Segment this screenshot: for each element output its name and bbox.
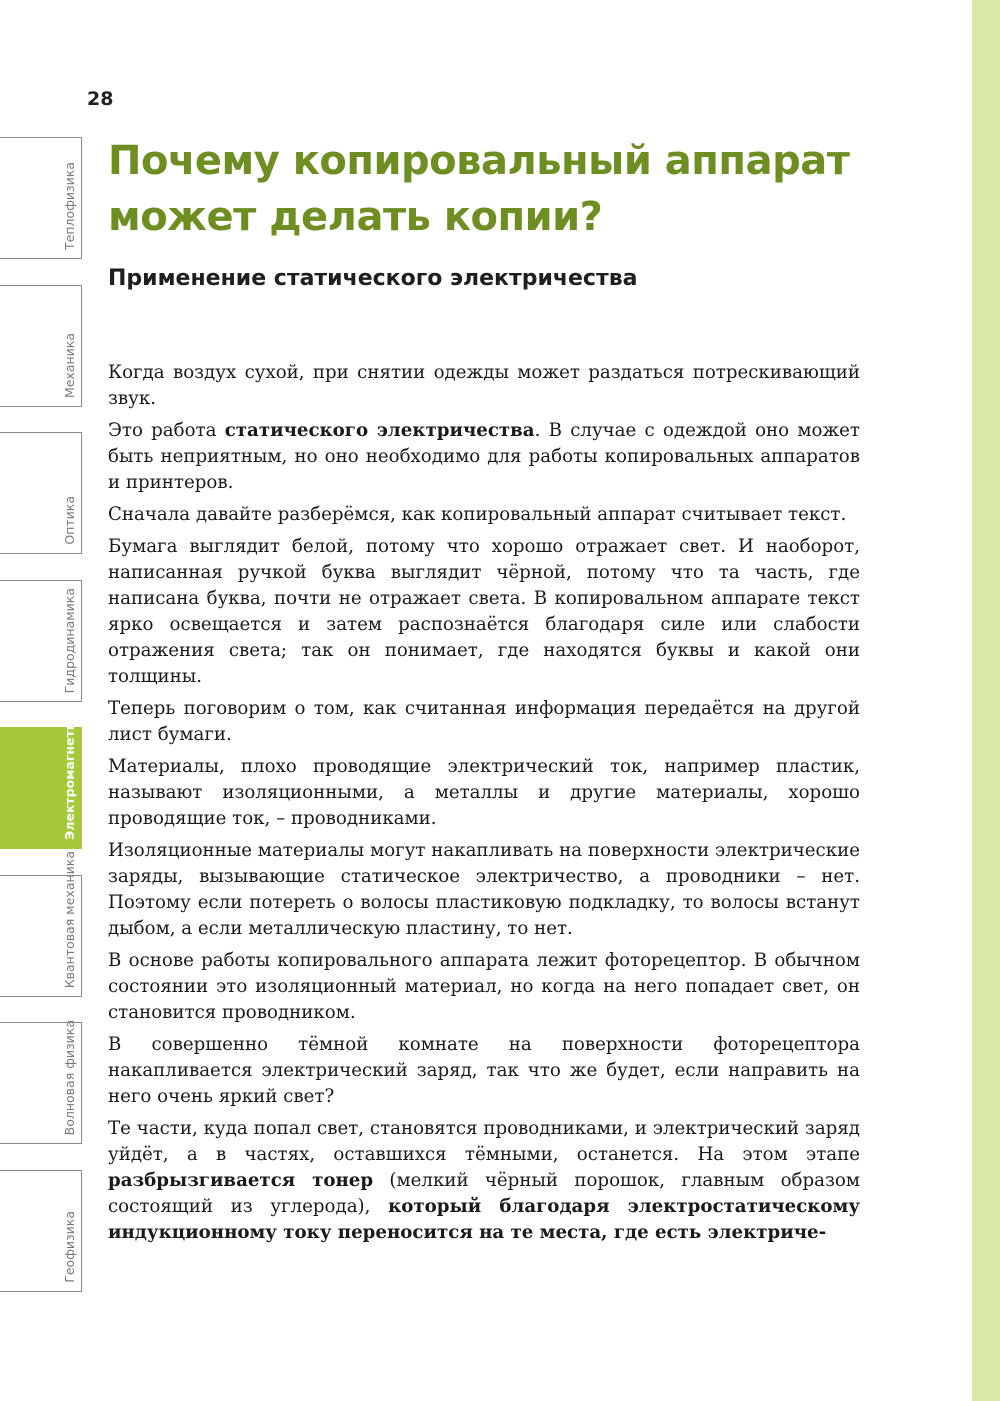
tab-label: Геофизика — [62, 1211, 77, 1283]
tab-electromagnetism[interactable] — [0, 704, 82, 849]
tab-geophysics[interactable] — [0, 1170, 82, 1292]
bold-term: статического электричества — [224, 420, 535, 441]
bold-term: который благодаря электростатическому индукционному току переносится на те места, где есть электриче- — [108, 1196, 860, 1243]
tab-label: Квантовая механика — [62, 850, 77, 988]
tab-label: Гидродинамика — [62, 587, 77, 693]
paragraph — [108, 360, 860, 412]
text-run: В совершенно тёмной комнате на поверхности фоторецептора накапливается электрический заряд, так что же будет, если направить на него очень яркий свет? — [108, 1034, 860, 1107]
tab-label: Механика — [62, 332, 77, 398]
text-run: Те части, куда попал свет, становятся проводниками, и электрический заряд уйдёт, а в частях, оставшихся тёмными, останется. На этом этапе — [108, 1118, 860, 1165]
text-run: Сначала давайте разберёмся, как копировальный аппарат считывает текст. — [108, 504, 847, 525]
text-run: В основе работы копировального аппарата лежит фоторецептор. В обычном состоянии это изоляционный материал, но когда на него попадает свет, он становится проводником. — [108, 950, 860, 1023]
tab-hydrodynamics[interactable] — [0, 580, 82, 702]
tab-mechanics[interactable] — [0, 285, 82, 407]
text-run: (мелкий чёрный порошок, главным образом состоящий из углерода), — [108, 1170, 860, 1217]
text-run: Это работа — [108, 420, 225, 441]
tab-label: Волновая физика — [62, 1019, 77, 1135]
bold-term: разбрызгивается тонер — [108, 1170, 374, 1191]
text-run: . В случае с одеждой оно может быть неприятным, но оно необходимо для работы копировальных аппаратов и принтеров. — [108, 420, 860, 493]
text-run: Бумага выглядит белой, потому что хорошо отражает свет. И наоборот, написанная ручкой буква выглядит чёрной, потому что та часть, где написана буква, почти не отражает света. В копировальном аппарате текст ярко освещается и затем распознаётся благодаря силе или слабости отражения света; так он понимает, где находятся буквы и какой они толщины. — [108, 536, 860, 687]
text-run: Изоляционные материалы могут накапливать на поверхности электрические заряды, вызывающие статическое электричество, а проводники – нет. Поэтому если потереть о волосы пластиковую подкладку, то волосы встанут дыбом, а если металлическую пластину, то нет. — [108, 840, 860, 939]
text-run: Когда воздух сухой, при снятии одежды может раздаться потрескивающий звук. — [108, 362, 860, 409]
tab-label: Электромагнетизм — [62, 704, 77, 840]
tab-quantum-mechanics[interactable] — [0, 850, 82, 997]
page-number: 28 — [87, 88, 114, 110]
tab-thermophysics[interactable] — [0, 137, 82, 259]
section-subtitle: Применение статического электричества — [108, 266, 638, 291]
tab-optics[interactable] — [0, 432, 82, 554]
tab-label: Оптика — [62, 496, 77, 545]
paragraph — [108, 696, 860, 748]
body-text — [108, 360, 860, 1252]
text-run: Материалы, плохо проводящие электрический ток, например пластик, называют изоляционными, а металлы и другие материалы, хорошо проводящие ток, – проводниками. — [108, 756, 860, 829]
paragraph — [108, 948, 860, 1026]
right-edge-strip — [972, 0, 1000, 1401]
paragraph — [108, 838, 860, 942]
tab-label: Теплофизика — [62, 162, 77, 250]
paragraph — [108, 502, 860, 528]
tab-wave-physics[interactable] — [0, 1019, 82, 1144]
paragraph — [108, 418, 860, 496]
paragraph — [108, 534, 860, 690]
text-run: Теперь поговорим о том, как считанная информация передаётся на другой лист бумаги. — [108, 698, 860, 745]
page-title: Почему копировальный аппарат может делать копии? — [108, 138, 850, 240]
paragraph — [108, 1032, 860, 1110]
paragraph — [108, 754, 860, 832]
paragraph — [108, 1116, 860, 1246]
